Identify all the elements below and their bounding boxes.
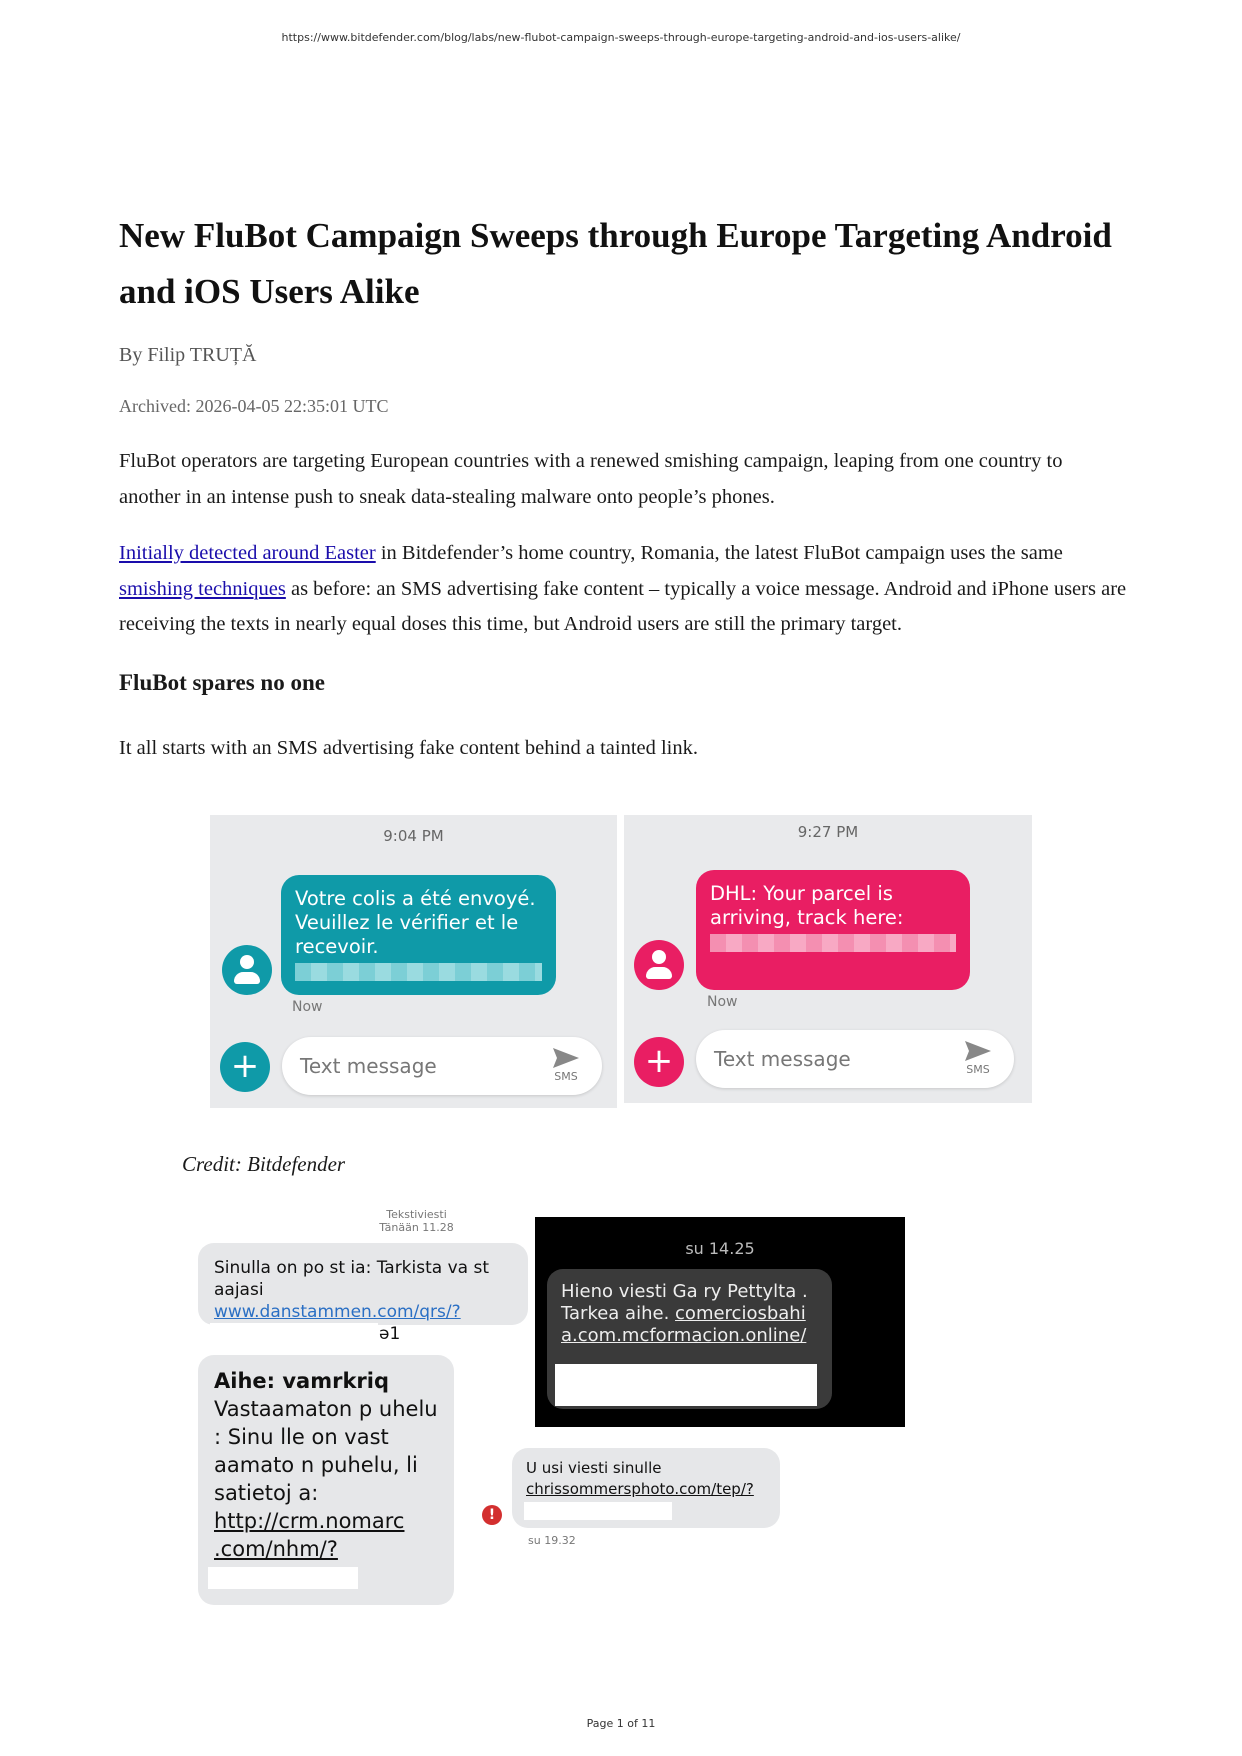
- section-heading: FluBot spares no one: [119, 670, 325, 695]
- paragraph-intro: FluBot operators are targeting European countries with a renewed smishing campaign, leaping from one country to another in an intense push to sneak data-stealing malware onto people’s phones.: [119, 450, 1063, 508]
- send-sms-button[interactable]: [958, 1040, 998, 1076]
- sms-text: DHL: Your parcel is arriving, track here:: [710, 882, 904, 929]
- sms-link: www.danstammen.com/qrs/?: [214, 1302, 461, 1322]
- send-icon: [552, 1047, 580, 1069]
- message-time: su 14.25: [685, 1239, 755, 1258]
- message-status: Now: [707, 994, 738, 1010]
- sms-link: chrissommersphoto.com/tep/?: [526, 1480, 754, 1498]
- sms-subject: Aihe: vamrkriq: [214, 1369, 390, 1393]
- sms-link: comerciosbahi a.com.mcformacion.online/: [561, 1303, 807, 1346]
- sms-text: Sinulla on po st ia: Tarkista va st aajasi: [214, 1258, 489, 1300]
- sms-header: [374, 1208, 459, 1234]
- sms-screenshot-dark: [535, 1217, 905, 1427]
- link-smishing-techniques[interactable]: smishing techniques: [119, 577, 286, 600]
- page-number: Page 1 of 11: [586, 1717, 656, 1730]
- contact-avatar-icon: [634, 940, 684, 990]
- send-label: SMS: [554, 1070, 578, 1083]
- image-caption: Credit: Bitdefender: [182, 1152, 346, 1176]
- paragraph-text: as before: an SMS advertising fake content – typically a voice message. Android and iPhone users are receiving the texts in nearly equal doses this time, but Android users are still the primary target.: [119, 577, 1127, 635]
- redaction: [555, 1364, 817, 1406]
- redacted-link: [295, 963, 542, 981]
- link-initially-detected[interactable]: Initially detected around Easter: [119, 542, 376, 564]
- redaction: [210, 1323, 378, 1345]
- sms-text-tail: ə1: [379, 1324, 401, 1344]
- archived-timestamp: Archived: 2026-04-05 22:35:01 UTC: [119, 396, 389, 416]
- message-time: 9:04 PM: [383, 827, 444, 845]
- sms-bubble-finnish-3: [512, 1448, 780, 1528]
- redaction: [524, 1502, 672, 1520]
- message-input[interactable]: [696, 1030, 1014, 1088]
- redaction: [208, 1567, 358, 1589]
- send-label: SMS: [966, 1063, 990, 1076]
- message-status: Now: [292, 999, 323, 1015]
- error-icon: !: [482, 1505, 502, 1525]
- add-attachment-button[interactable]: +: [634, 1037, 684, 1087]
- sms-bubble: [281, 875, 556, 995]
- sms-text: U usi viesti sinulle: [526, 1459, 662, 1477]
- sms-text: Vastaamaton p uhelu : Sinu lle on vast aamato n puhelu, li satietoj a:: [214, 1397, 438, 1505]
- message-time: su 19.32: [528, 1534, 576, 1547]
- message-placeholder: Text message: [714, 1047, 851, 1071]
- contact-avatar-icon: [222, 945, 272, 995]
- sms-header-type: Tekstiviesti: [386, 1208, 447, 1221]
- add-attachment-button[interactable]: +: [220, 1042, 270, 1092]
- sms-bubble-finnish-1: [198, 1243, 528, 1344]
- paragraph-sms: It all starts with an SMS advertising fake content behind a tainted link.: [119, 737, 699, 759]
- sms-bubble: [696, 870, 970, 990]
- redacted-link: [710, 934, 956, 952]
- sms-screenshot-french: [210, 815, 617, 1108]
- send-sms-button[interactable]: [546, 1047, 586, 1083]
- article-title: New FluBot Campaign Sweeps through Europe Targeting Android and iOS Users Alike: [119, 216, 1112, 311]
- sms-link: http://crm.nomarc .com/nhm/?: [214, 1509, 405, 1561]
- message-input[interactable]: [282, 1037, 602, 1095]
- sms-bubble-finnish-2: [198, 1355, 454, 1605]
- message-placeholder: Text message: [300, 1054, 437, 1078]
- paragraph-detection: [119, 536, 1129, 643]
- sms-text: Hieno viesti Ga ry Pettylta . Tarkea aihe.: [561, 1281, 808, 1324]
- sms-text: Votre colis a été envoyé. Veuillez le vérifier et le recevoir.: [295, 887, 536, 958]
- message-time: 9:27 PM: [797, 823, 859, 841]
- send-icon: [964, 1040, 992, 1062]
- sms-bubble: [547, 1269, 832, 1409]
- paragraph-text: in Bitdefender’s home country, Romania, the latest FluBot campaign uses the same: [375, 542, 1063, 564]
- byline: By Filip TRUȚĂ: [119, 344, 257, 366]
- sms-header-time: Tänään 11.28: [379, 1221, 454, 1234]
- source-url: https://www.bitdefender.com/blog/labs/new-flubot-campaign-sweeps-through-europe-targeting-android-and-ios-users-alike/: [281, 31, 961, 44]
- sms-screenshot-dhl: [624, 815, 1032, 1103]
